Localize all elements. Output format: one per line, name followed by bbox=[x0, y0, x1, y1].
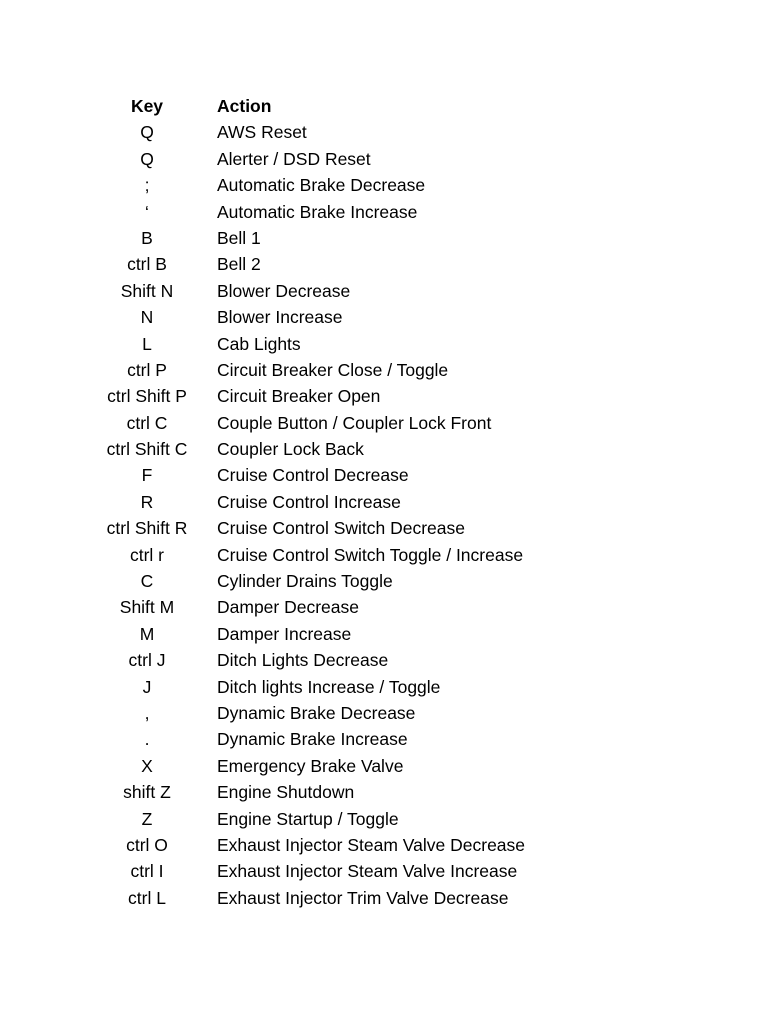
key-cell: ; bbox=[144, 175, 150, 196]
action-cell: Couple Button / Coupler Lock Front bbox=[217, 412, 492, 433]
action-cell: Bell 1 bbox=[217, 227, 261, 248]
action-cell: Exhaust Injector Steam Valve Decrease bbox=[217, 834, 526, 855]
action-cell: Dynamic Brake Increase bbox=[217, 729, 408, 750]
key-cell: Z bbox=[141, 808, 153, 829]
key-cell: shift Z bbox=[123, 782, 171, 803]
action-cell: Bell 2 bbox=[217, 254, 261, 275]
key-cell: ‘ bbox=[145, 201, 149, 222]
table-row bbox=[88, 436, 558, 462]
table-row bbox=[88, 674, 558, 700]
table-row bbox=[88, 515, 558, 541]
table-row bbox=[88, 647, 558, 673]
action-cell: Ditch lights Increase / Toggle bbox=[217, 676, 441, 697]
action-cell: Engine Shutdown bbox=[217, 782, 355, 803]
table-row bbox=[88, 119, 558, 145]
action-cell: Cruise Control Increase bbox=[217, 491, 401, 512]
table-row bbox=[88, 278, 558, 304]
table-row bbox=[88, 251, 558, 277]
action-cell: Blower Increase bbox=[217, 307, 343, 328]
key-cell: ctrl L bbox=[128, 887, 166, 908]
action-cell: Ditch Lights Decrease bbox=[217, 650, 389, 671]
key-column-header: Key bbox=[130, 96, 164, 116]
action-cell: Circuit Breaker Open bbox=[217, 386, 381, 407]
table-row bbox=[88, 832, 558, 858]
table-row bbox=[88, 331, 558, 357]
action-cell: Cylinder Drains Toggle bbox=[217, 571, 393, 592]
key-cell: ctrl r bbox=[129, 544, 165, 565]
action-cell: Cruise Control Switch Decrease bbox=[217, 518, 466, 539]
table-row bbox=[88, 304, 558, 330]
table-row bbox=[88, 146, 558, 172]
table-row bbox=[88, 172, 558, 198]
action-cell: Emergency Brake Valve bbox=[217, 755, 404, 776]
table-row bbox=[88, 489, 558, 515]
table-row bbox=[88, 700, 558, 726]
table-row bbox=[88, 357, 558, 383]
key-cell: ctrl B bbox=[127, 254, 167, 275]
key-cell: ctrl Shift P bbox=[107, 386, 187, 407]
action-cell: Alerter / DSD Reset bbox=[217, 148, 371, 169]
key-cell: ctrl I bbox=[130, 861, 164, 882]
action-cell: Automatic Brake Decrease bbox=[217, 175, 426, 196]
action-cell: Cab Lights bbox=[217, 333, 301, 354]
table-row bbox=[88, 410, 558, 436]
table-header-row bbox=[88, 93, 558, 119]
table-row bbox=[88, 806, 558, 832]
key-cell: N bbox=[140, 307, 154, 328]
table-row bbox=[88, 225, 558, 251]
table-body bbox=[88, 119, 558, 911]
table-row bbox=[88, 594, 558, 620]
key-cell: Shift N bbox=[120, 280, 174, 301]
key-cell: C bbox=[140, 571, 154, 592]
table-row bbox=[88, 199, 558, 225]
action-cell: Exhaust Injector Trim Valve Decrease bbox=[217, 887, 509, 908]
key-cell: M bbox=[139, 623, 155, 644]
action-cell: Exhaust Injector Steam Valve Increase bbox=[217, 861, 518, 882]
action-column-header: Action bbox=[217, 96, 272, 116]
key-cell: L bbox=[142, 333, 152, 354]
key-cell: ctrl P bbox=[127, 359, 167, 380]
action-cell: Cruise Control Switch Toggle / Increase bbox=[217, 544, 524, 565]
action-cell: Damper Increase bbox=[217, 623, 352, 644]
table-row bbox=[88, 383, 558, 409]
table-row bbox=[88, 568, 558, 594]
key-cell: ctrl J bbox=[128, 650, 166, 671]
key-cell: Q bbox=[140, 148, 154, 169]
key-cell: . bbox=[144, 729, 150, 750]
table-row bbox=[88, 462, 558, 488]
key-cell: J bbox=[142, 676, 152, 697]
action-cell: Automatic Brake Increase bbox=[217, 201, 418, 222]
action-cell: AWS Reset bbox=[217, 122, 307, 143]
table-row bbox=[88, 885, 558, 911]
key-cell: ctrl O bbox=[126, 834, 168, 855]
table-row bbox=[88, 753, 558, 779]
key-cell: R bbox=[140, 491, 154, 512]
action-cell: Dynamic Brake Decrease bbox=[217, 702, 416, 723]
table-row bbox=[88, 542, 558, 568]
key-cell: F bbox=[141, 465, 153, 486]
key-cell: Q bbox=[140, 122, 154, 143]
key-cell: X bbox=[141, 755, 153, 776]
key-cell: Shift M bbox=[119, 597, 175, 618]
table-row bbox=[88, 779, 558, 805]
table-row bbox=[88, 858, 558, 884]
key-cell: ctrl Shift R bbox=[106, 518, 188, 539]
key-cell: ctrl Shift C bbox=[106, 439, 188, 460]
action-cell: Cruise Control Decrease bbox=[217, 465, 409, 486]
key-cell: B bbox=[141, 227, 153, 248]
table-row bbox=[88, 726, 558, 752]
table-row bbox=[88, 621, 558, 647]
action-cell: Engine Startup / Toggle bbox=[217, 808, 399, 829]
action-cell: Circuit Breaker Close / Toggle bbox=[217, 359, 449, 380]
key-cell: , bbox=[144, 702, 150, 723]
key-cell: ctrl C bbox=[126, 412, 168, 433]
action-cell: Blower Decrease bbox=[217, 280, 351, 301]
key-binding-table bbox=[88, 93, 558, 911]
action-cell: Damper Decrease bbox=[217, 597, 359, 618]
action-cell: Coupler Lock Back bbox=[217, 439, 364, 460]
